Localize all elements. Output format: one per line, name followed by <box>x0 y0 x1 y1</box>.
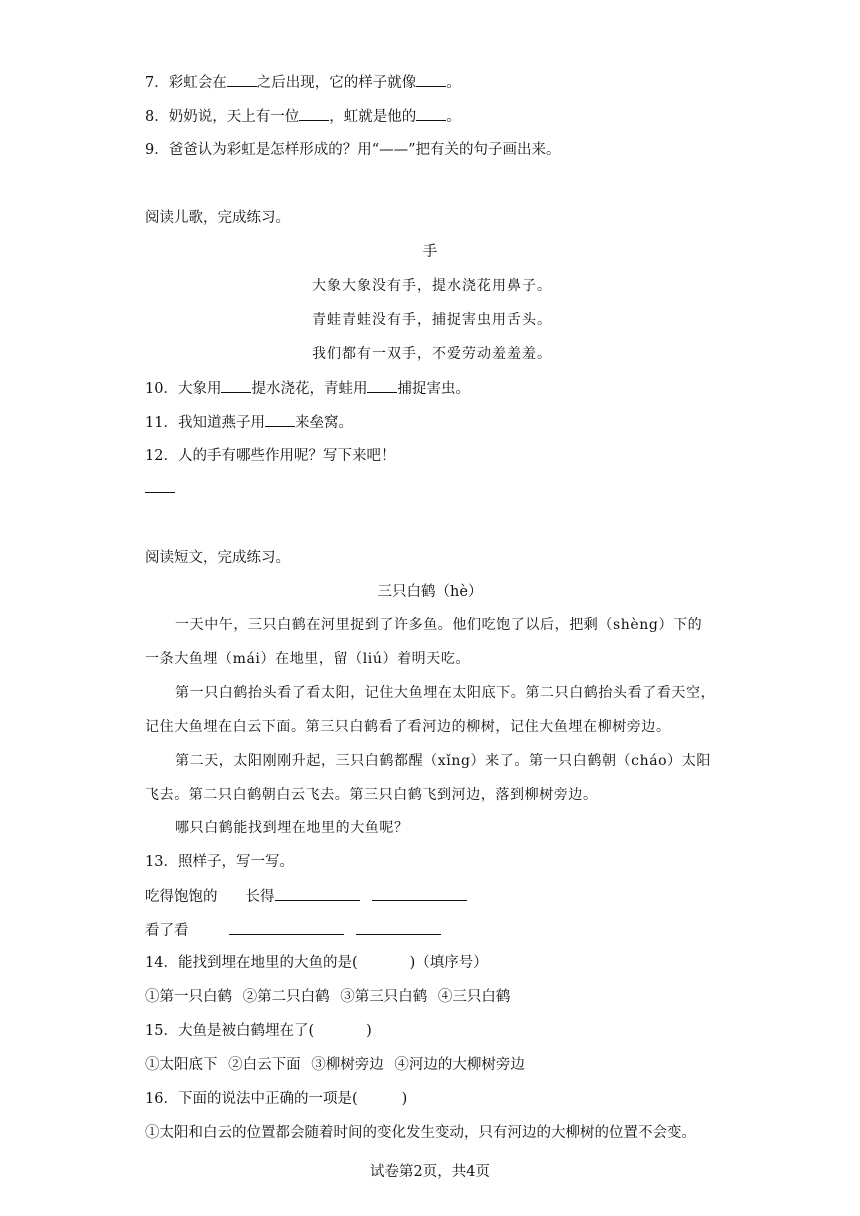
story-line: 一天中午，三只白鹤在河里捉到了许多鱼。他们吃饱了以后，把剩（shèng）下的 <box>175 617 703 633</box>
answer-blank[interactable] <box>372 886 467 901</box>
q8-text-b: ，虹就是他的 <box>329 109 417 125</box>
question-7 <box>145 72 461 93</box>
question-11 <box>145 412 353 433</box>
answer-blank[interactable] <box>265 412 295 427</box>
q8-text-a: 8．奶奶说，天上有一位 <box>145 109 300 125</box>
q12-answer-line[interactable] <box>145 478 175 499</box>
answer-blank[interactable] <box>227 72 257 87</box>
q7-text-b: 之后出现，它的样子就像 <box>256 75 417 91</box>
q13-example-2: 看了看 <box>145 923 189 939</box>
story-line: 第二天，太阳刚刚升起，三只白鹤都醒（xǐng）来了。第一只白鹤朝（cháo）太阳 <box>175 753 711 769</box>
poem-line: 青蛙青蛙没有手，捕捉害虫用舌头。 <box>312 312 552 328</box>
q8-text-c: 。 <box>446 109 461 125</box>
q15-options: ①太阳底下 ②白云下面 ③柳树旁边 ④河边的大柳树旁边 <box>145 1057 525 1073</box>
q11-text-a: 11．我知道燕子用 <box>145 415 265 431</box>
question-8 <box>145 106 461 127</box>
q14-text: 14．能找到埋在地里的大鱼的是( <box>145 955 358 971</box>
q16-close: ) <box>401 1091 408 1107</box>
question-13: 13．照样子，写一写。 <box>145 854 294 870</box>
story-line: 飞去。第二只白鹤朝白云飞去。第三只白鹤飞到河边，落到柳树旁边。 <box>145 787 598 803</box>
story-line: 第一只白鹤抬头看了看太阳，记住大鱼埋在太阳底下。第二只白鹤抬头看了看天空， <box>175 685 716 701</box>
answer-blank[interactable] <box>221 378 251 393</box>
question-15 <box>145 1021 372 1041</box>
answer-blank[interactable] <box>416 72 446 87</box>
question-14 <box>145 953 488 973</box>
section-intro-poem: 阅读儿歌，完成练习。 <box>145 210 290 226</box>
q16-option-1: ①太阳和白云的位置都会随着时间的变化发生变动，只有河边的大柳树的位置不会变。 <box>145 1125 696 1141</box>
story-line: 哪只白鹤能找到埋在地里的大鱼呢？ <box>175 820 409 836</box>
story-line: 记住大鱼埋在白云下面。第三只白鹤看了看河边的柳树，记住大鱼埋在柳树旁边。 <box>145 719 671 735</box>
answer-blank[interactable] <box>367 378 397 393</box>
poem-title: 手 <box>422 244 438 260</box>
q15-text: 15．大鱼是被白鹤埋在了( <box>145 1023 315 1039</box>
q13-example-1: 吃得饱饱的 <box>145 889 218 905</box>
q10-text-c: 捕捉害虫。 <box>397 381 470 397</box>
page-footer: 试卷第2页，共4页 <box>370 1164 490 1180</box>
story-title: 三只白鹤（hè） <box>377 584 483 600</box>
q7-text-c: 。 <box>446 75 461 91</box>
answer-blank[interactable] <box>416 106 446 121</box>
answer-blank[interactable] <box>299 106 329 121</box>
answer-blank[interactable] <box>356 920 441 935</box>
q13-row-1 <box>145 886 467 907</box>
question-9: 9．爸爸认为彩虹是怎样形成的？用“——”把有关的句子画出来。 <box>145 142 561 158</box>
q10-text-b: 提水浇花，青蛙用 <box>251 381 368 397</box>
q13-row-2 <box>145 920 441 941</box>
question-16 <box>145 1089 407 1109</box>
q10-text-a: 10．大象用 <box>145 381 222 397</box>
section-intro-story: 阅读短文，完成练习。 <box>145 550 290 566</box>
answer-blank[interactable] <box>145 478 175 493</box>
q11-text-b: 来垒窝。 <box>294 415 353 431</box>
q15-close: ) <box>366 1023 372 1039</box>
q14-options: ①第一只白鹤 ②第二只白鹤 ③第三只白鹤 ④三只白鹤 <box>145 989 511 1005</box>
story-line: 一条大鱼埋（mái）在地里，留（liú）着明天吃。 <box>145 651 471 667</box>
q14-close: )（填序号） <box>409 955 488 971</box>
q13-prefix: 长得 <box>245 889 275 905</box>
poem-line: 我们都有一双手，不爱劳动羞羞羞。 <box>312 346 552 362</box>
answer-blank[interactable] <box>229 920 344 935</box>
poem-line: 大象大象没有手，提水浇花用鼻子。 <box>312 278 552 294</box>
question-10 <box>145 378 470 399</box>
q7-text-a: 7．彩虹会在 <box>145 75 227 91</box>
answer-blank[interactable] <box>275 886 360 901</box>
question-12: 12．人的手有哪些作用呢？写下来吧！ <box>145 448 396 464</box>
q16-text: 16．下面的说法中正确的一项是( <box>145 1091 358 1107</box>
